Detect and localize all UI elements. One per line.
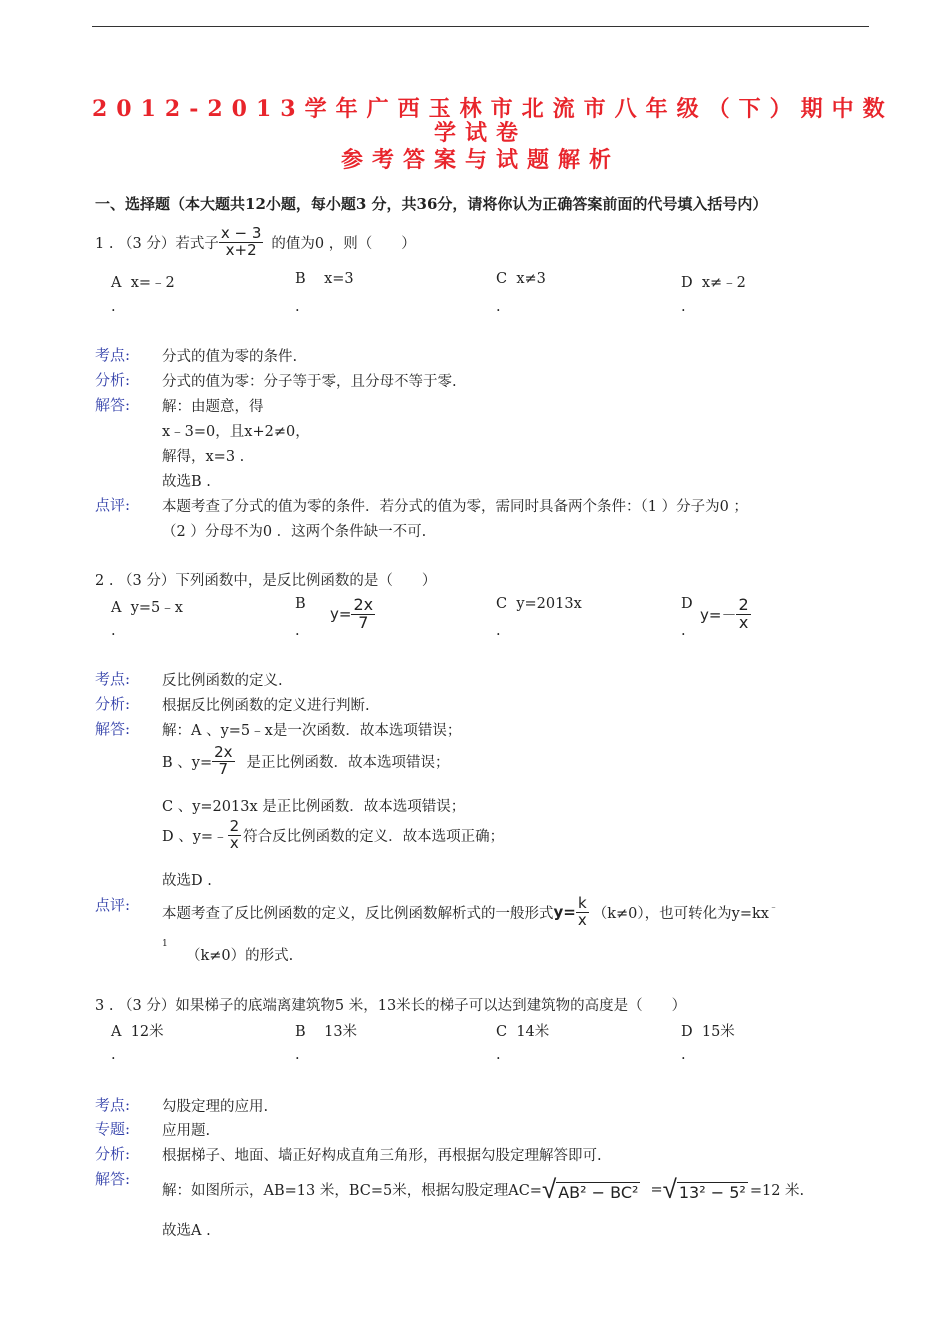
q3-label-kaodian: 考点:: [95, 1096, 131, 1114]
section-heading-choice: 一、选择题（本大题共12小题，每小题3 分，共36分，请将你认为正确答案前面的代号填入括号内）: [95, 195, 768, 213]
q3-option-b-dot: .: [295, 1047, 300, 1063]
q2-option-a-dot: .: [111, 623, 116, 639]
q2-label-fenxi: 分析:: [95, 695, 131, 713]
q2-jieda-end: 故选D .: [162, 873, 212, 889]
q2-option-c: C y=2013x: [496, 596, 582, 612]
q2-label-jieda: 解答:: [95, 720, 131, 738]
q3-option-a: A 12米: [111, 1024, 164, 1040]
q2-jieda-a: 解：A 、y=5﹣x是一次函数．故本选项错误；: [162, 723, 462, 739]
q1-option-b-dot: .: [295, 299, 300, 315]
q1-option-c: C x≠3: [496, 271, 546, 287]
q2-label-kaodian: 考点:: [95, 670, 131, 688]
q3-option-c: C 14米: [496, 1024, 550, 1040]
q2-option-d-dot: .: [681, 623, 686, 639]
q1-option-b: B x=3: [295, 271, 354, 287]
q3-jieda-line1: 解：如图所示，AB=13 米，BC=5米，根据勾股定理AC= √ AB² − BC² = √ 13² − 5² =12 米.: [162, 1175, 805, 1205]
q3-option-d-dot: .: [681, 1047, 686, 1063]
q3-zhuanti: 应用题.: [162, 1123, 211, 1139]
q2-option-b-formula: y= $\frac{2x}{7}$: [330, 595, 374, 632]
q2-dianping-exponent: 1: [162, 939, 168, 949]
q1-fenxi: 分式的值为零：分子等于零，且分母不等于零.: [162, 374, 457, 390]
q2-kaodian: 反比例函数的定义.: [162, 673, 283, 689]
question-1-fraction: [219, 226, 264, 259]
fraction-denominator: x+2: [225, 240, 257, 259]
q2-option-a: A y=5﹣x: [111, 600, 183, 616]
q1-option-d-dot: .: [681, 299, 686, 315]
q1-label-fenxi: 分析:: [95, 371, 131, 389]
q2-dianping-line1: 本题考查了反比例函数的定义，反比例函数解析式的一般形式 y= $\frac{k}{x}$ （k≠0），也可转化为y=kx ﹣: [162, 894, 778, 929]
question-3-stem: 3 . （3 分）如果梯子的底端离建筑物5 米，13米长的梯子可以达到建筑物的高度是（ ）: [95, 998, 687, 1014]
q1-option-c-dot: .: [496, 299, 501, 315]
document-subtitle: 参考答案与试题解析: [340, 147, 620, 173]
q2-option-b-letter: B: [295, 596, 306, 612]
header-rule: [92, 26, 869, 27]
sqrt-expression-2: √ 13² − 5²: [662, 1175, 746, 1205]
q2-fenxi: 根据反比例函数的定义进行判断.: [162, 698, 370, 714]
q1-kaodian: 分式的值为零的条件.: [162, 349, 298, 365]
question-1-stem: [95, 226, 416, 259]
q2-dianping-line2: （k≠0）的形式.: [186, 948, 294, 964]
q2-option-d-formula: y=－ $\frac{2}{x}$: [700, 595, 749, 632]
q2-label-dianping: 点评:: [95, 896, 131, 914]
document-title-line2: 学试卷: [433, 120, 527, 146]
q2-option-c-dot: .: [496, 623, 501, 639]
question-2-stem: 2 . （3 分）下列函数中，是反比例函数的是（ ）: [95, 573, 437, 589]
q2-jieda-b: B 、y= $\frac{2x}{7}$ 是正比例函数．故本选项错误；: [162, 743, 450, 778]
q1-label-jieda: 解答:: [95, 396, 131, 414]
q1-jieda-line4: 故选B .: [162, 474, 211, 490]
q2-jieda-c: C 、y=2013x 是正比例函数．故本选项错误；: [162, 799, 466, 815]
q3-label-jieda: 解答:: [95, 1170, 131, 1188]
q3-option-b: B 13米: [295, 1024, 358, 1040]
q1-jieda-line3: 解得，x=3 .: [162, 449, 245, 465]
q1-jieda-line2: x﹣3=0，且x+2≠0，: [162, 424, 310, 440]
q1-option-d: D x≠﹣2: [681, 275, 746, 291]
question-1-prefix: 1 . （3 分）若式子: [95, 235, 219, 252]
q2-option-d-letter: D: [681, 596, 693, 612]
q3-option-a-dot: .: [111, 1047, 116, 1063]
document-title-line1: 2012-2013学年广西玉林市北流市八年级（下）期中数: [92, 96, 894, 122]
sqrt-expression-1: √ AB² − BC²: [541, 1175, 639, 1205]
q3-fenxi: 根据梯子、地面、墙正好构成直角三角形，再根据勾股定理解答即可.: [162, 1148, 602, 1164]
q3-label-zhuanti: 专题:: [95, 1120, 131, 1138]
q1-dianping-line2: （2 ）分母不为0 ．这两个条件缺一不可.: [162, 524, 427, 540]
fraction-numerator: x − 3: [220, 224, 262, 242]
q3-option-c-dot: .: [496, 1047, 501, 1063]
q2-option-b-dot: .: [295, 623, 300, 639]
q3-jieda-end: 故选A .: [162, 1223, 211, 1239]
q2-jieda-d: D 、y=﹣ $\frac{2}{x}$ 符合反比例函数的定义．故本选项正确；: [162, 817, 505, 852]
q1-option-a-dot: .: [111, 299, 116, 315]
question-1-suffix: 的值为0 ，则（ ）: [271, 235, 416, 252]
q1-jieda-line1: 解：由题意，得: [162, 399, 264, 415]
q3-kaodian: 勾股定理的应用.: [162, 1099, 269, 1115]
q3-option-d: D 15米: [681, 1024, 735, 1040]
q1-dianping-line1: 本题考查了分式的值为零的条件．若分式的值为零，需同时具备两个条件：（1 ）分子为0 ；: [162, 499, 748, 515]
q3-label-fenxi: 分析:: [95, 1145, 131, 1163]
q1-label-dianping: 点评:: [95, 496, 131, 514]
q1-label-kaodian: 考点:: [95, 346, 131, 364]
q1-option-a: A x=﹣2: [111, 275, 175, 291]
